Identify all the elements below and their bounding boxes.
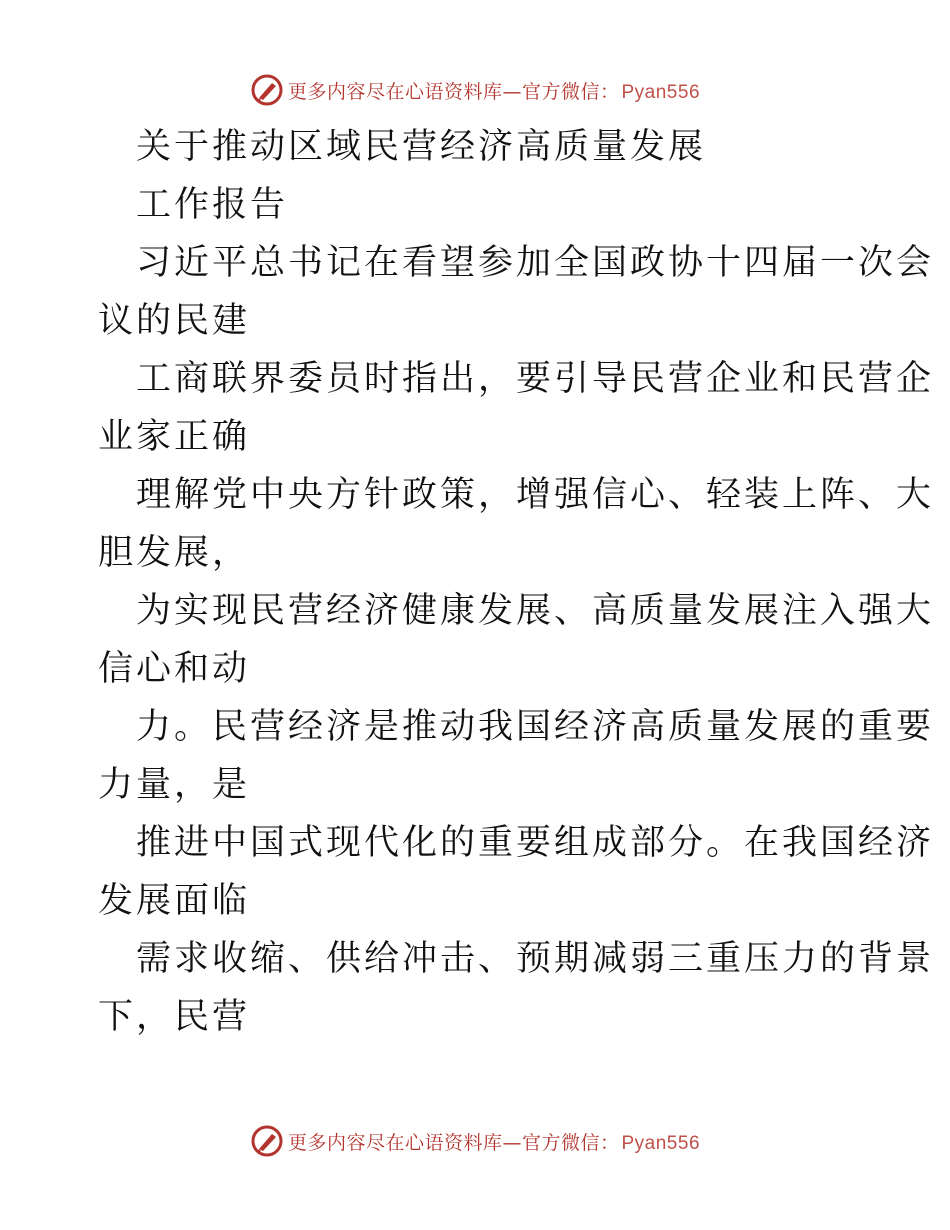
text-line: 下，民营 (98, 997, 251, 1037)
watermark-separator: — (502, 1131, 522, 1154)
watermark-contact-id: Pyan556 (621, 1132, 701, 1154)
watermark-text (288, 77, 700, 104)
watermark-contact-label: 官方微信： (521, 1131, 620, 1154)
text-line: 业家正确 (98, 417, 251, 457)
text-line: 推进中国式现代化的重要组成部分。在我国经济 (136, 823, 935, 863)
watermark-title: 更多内容尽在心语资料库 (287, 1131, 503, 1154)
watermark-title: 更多内容尽在心语资料库 (287, 80, 503, 103)
text-line: 习近平总书记在看望参加全国政协十四届一次会 (136, 243, 935, 283)
text-line: 关于推动区域民营经济高质量发展 (136, 127, 707, 167)
watermark-contact-id: Pyan556 (621, 81, 701, 103)
header-watermark (0, 70, 950, 110)
text-line: 工作报告 (136, 185, 289, 225)
watermark-separator: — (502, 80, 522, 103)
text-line: 理解党中央方针政策，增强信心、轻装上阵、大 (136, 475, 935, 515)
text-line: 工商联界委员时指出，要引导民营企业和民营企 (136, 359, 935, 399)
text-line: 需求收缩、供给冲击、预期减弱三重压力的背景 (136, 939, 935, 979)
text-line: 胆发展， (98, 533, 251, 573)
footer-watermark (0, 1121, 950, 1161)
text-line: 信心和动 (98, 649, 251, 689)
pen-logo-icon (250, 73, 284, 107)
text-line: 议的民建 (98, 301, 251, 341)
text-line: 力量，是 (98, 765, 251, 805)
pen-logo-icon (250, 1124, 284, 1158)
text-line: 力。民营经济是推动我国经济高质量发展的重要 (136, 707, 935, 747)
document-body (98, 118, 935, 1046)
watermark-text (288, 1128, 700, 1155)
text-line: 为实现民营经济健康发展、高质量发展注入强大 (136, 591, 935, 631)
text-line: 发展面临 (98, 881, 251, 921)
watermark-contact-label: 官方微信： (521, 80, 620, 103)
